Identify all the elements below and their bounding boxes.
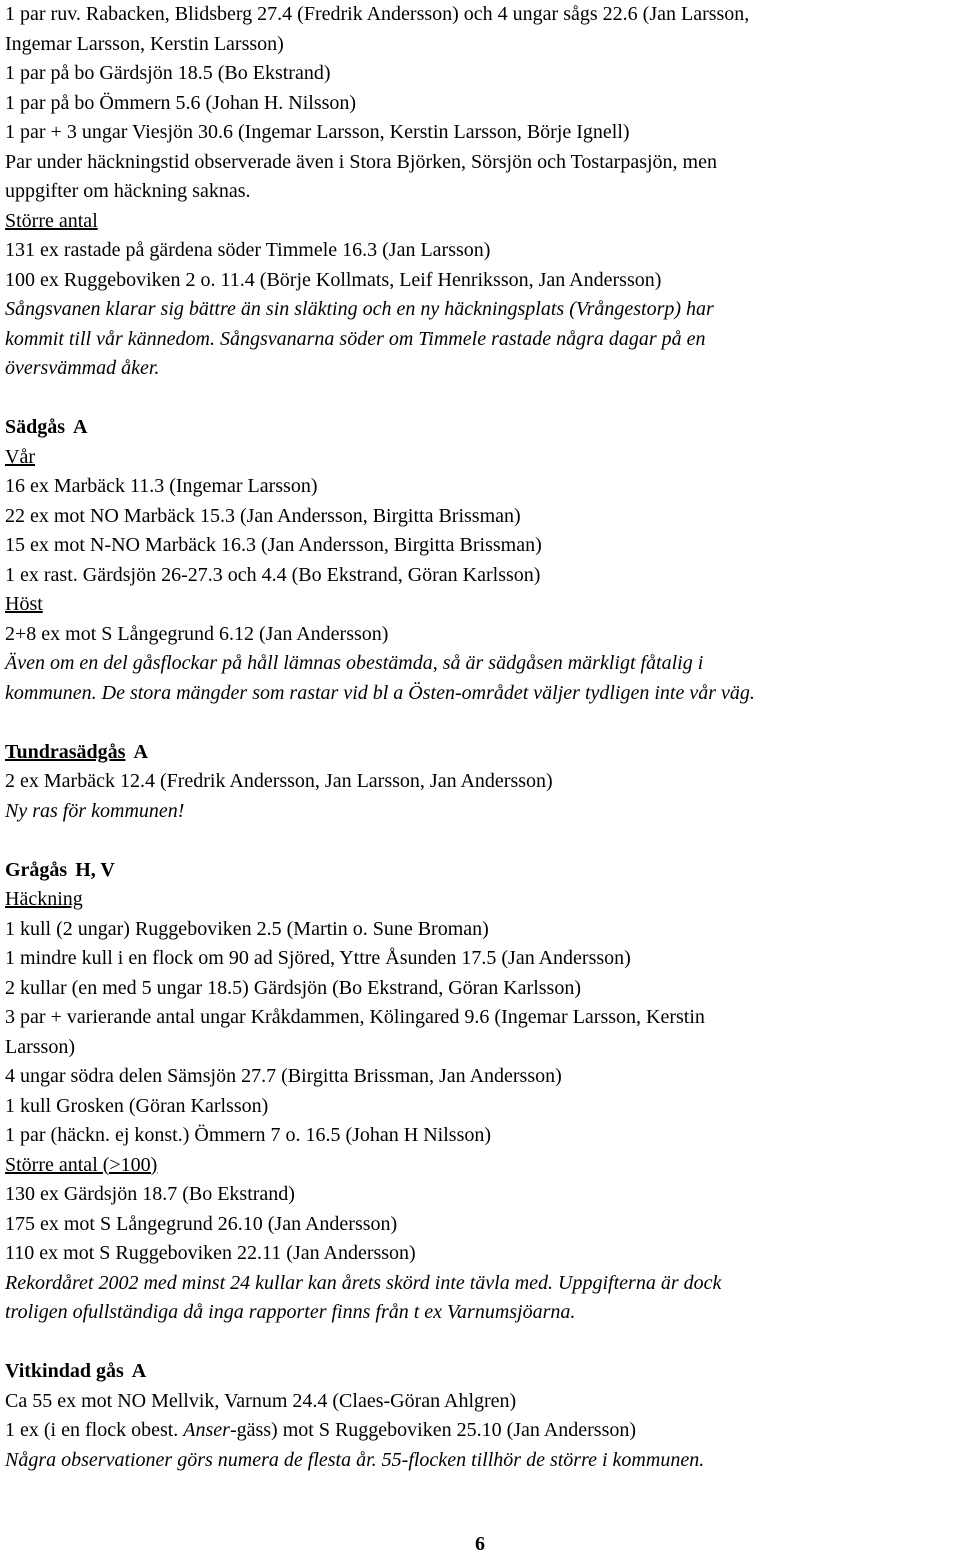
species-vitkindad-gas <box>5 1357 955 1475</box>
species-tundrasadgas <box>5 738 955 827</box>
text-line: 1 par på bo Gärdsjön 18.5 (Bo Ekstrand) <box>5 62 331 84</box>
species-name: Grågås <box>5 858 68 881</box>
observation-line: Larsson) <box>5 1035 75 1058</box>
comment-line: Ny ras för kommunen! <box>5 799 185 822</box>
subheading-hackning: Häckning <box>5 888 83 910</box>
subheading-host: Höst <box>5 593 43 615</box>
species-tag: A <box>131 1360 147 1382</box>
observation-line: 2 ex Marbäck 12.4 (Fredrik Andersson, Jan Larsson, Jan Andersson) <box>5 770 553 792</box>
text-line: uppgifter om häckning saknas. <box>5 180 251 202</box>
observation-line: 130 ex Gärdsjön 18.7 (Bo Ekstrand) <box>5 1183 295 1205</box>
spacer <box>5 1328 955 1358</box>
comment-line: kommit till vår kännedom. Sångsvanarna söder om Timmele rastade några dagar på en <box>5 327 706 350</box>
species-sadgas <box>5 413 955 708</box>
subheading-var: Vår <box>5 445 35 468</box>
observation-line: 131 ex rastade på gärdena söder Timmele 16.3 (Jan Larsson) <box>5 239 491 261</box>
comment-line: Sångsvanen klarar sig bättre än sin släkting och en ny häckningsplats (Vrångestorp) har <box>5 298 714 320</box>
comment-line: översvämmad åker. <box>5 357 160 379</box>
species-tag: A <box>133 740 148 763</box>
sangsvan-large-counts <box>5 207 955 384</box>
observation-line: 175 ex mot S Långegrund 26.10 (Jan Andersson) <box>5 1212 398 1235</box>
observation-line: 110 ex mot S Ruggeboviken 22.11 (Jan Andersson) <box>5 1242 416 1264</box>
observation-line: 1 par (häckn. ej konst.) Ömmern 7 o. 16.5 (Johan H Nilsson) <box>5 1124 492 1146</box>
observation-line: 2+8 ex mot S Långegrund 6.12 (Jan Andersson) <box>5 622 389 645</box>
species-gragas <box>5 856 955 1328</box>
text-line: 1 par ruv. Rabacken, Blidsberg 27.4 (Fredrik Andersson) och 4 ungar sågs 22.6 (Jan Larsson, <box>5 3 750 25</box>
species-heading <box>5 856 955 886</box>
observation-line: 1 kull (2 ungar) Ruggeboviken 2.5 (Martin o. Sune Broman) <box>5 917 489 940</box>
comment-line: Några observationer görs numera de flesta år. 55-flocken tillhör de större i kommunen. <box>5 1448 705 1471</box>
document-page <box>5 0 955 1475</box>
comment-line: troligen ofullständiga då inga rapporter finns från t ex Varnumsjöarna. <box>5 1301 576 1323</box>
observation-line <box>5 1416 955 1446</box>
subheading-storre-antal: Större antal (>100) <box>5 1153 158 1176</box>
text-line: 1 par på bo Ömmern 5.6 (Johan H. Nilsson) <box>5 91 357 114</box>
comment-line: Även om en del gåsflockar på håll lämnas obestämda, så är sädgåsen märkligt fåtalig i <box>5 652 704 674</box>
text-line: Ingemar Larsson, Kerstin Larsson) <box>5 32 284 55</box>
observation-line: 1 kull Grosken (Göran Karlsson) <box>5 1094 269 1117</box>
observation-line: Ca 55 ex mot NO Mellvik, Varnum 24.4 (Claes-Göran Ahlgren) <box>5 1389 517 1412</box>
spacer <box>5 826 955 856</box>
spacer <box>5 384 955 414</box>
species-heading <box>5 1357 955 1387</box>
species-name: Vitkindad gås <box>5 1360 124 1382</box>
intro-section <box>5 0 955 207</box>
species-heading <box>5 413 955 443</box>
comment-line: kommunen. De stora mängder som rastar vid bl a Östen-området väljer tydligen inte vår väg. <box>5 681 755 704</box>
species-heading <box>5 738 955 768</box>
observation-text: -gäss) mot S Ruggeboviken 25.10 (Jan Andersson) <box>229 1419 637 1441</box>
observation-line: 16 ex Marbäck 11.3 (Ingemar Larsson) <box>5 475 318 497</box>
species-tag: A <box>73 416 88 438</box>
genus-name: Anser <box>183 1419 230 1441</box>
observation-line: 1 ex rast. Gärdsjön 26-27.3 och 4.4 (Bo Ekstrand, Göran Karlsson) <box>5 563 541 586</box>
observation-line: 2 kullar (en med 5 ungar 18.5) Gärdsjön (Bo Ekstrand, Göran Karlsson) <box>5 976 581 999</box>
species-name: Sädgås <box>5 416 66 438</box>
text-line: 1 par + 3 ungar Viesjön 30.6 (Ingemar Larsson, Kerstin Larsson, Börje Ignell) <box>5 121 630 143</box>
observation-line: 4 ungar södra delen Sämsjön 27.7 (Birgitta Brissman, Jan Andersson) <box>5 1065 562 1087</box>
observation-line: 1 mindre kull i en flock om 90 ad Sjöred, Yttre Åsunden 17.5 (Jan Andersson) <box>5 947 631 969</box>
subheading-storre-antal: Större antal <box>5 209 98 232</box>
comment-line: Rekordåret 2002 med minst 24 kullar kan årets skörd inte tävla med. Uppgifterna är dock <box>5 1271 722 1294</box>
spacer <box>5 708 955 738</box>
page-number: 6 <box>475 1533 485 1555</box>
observation-line: 15 ex mot N-NO Marbäck 16.3 (Jan Andersson, Birgitta Brissman) <box>5 534 542 556</box>
text-line: Par under häckningstid observerade även i Stora Björken, Sörsjön och Tostarpasjön, men <box>5 150 717 173</box>
observation-line: 100 ex Ruggeboviken 2 o. 11.4 (Börje Kollmats, Leif Henriksson, Jan Andersson) <box>5 268 662 291</box>
observation-line: 22 ex mot NO Marbäck 15.3 (Jan Andersson, Birgitta Brissman) <box>5 504 521 527</box>
observation-text: 1 ex (i en flock obest. <box>5 1419 184 1441</box>
species-name: Tundrasädgås <box>5 740 126 763</box>
observation-line: 3 par + varierande antal ungar Kråkdammen, Kölingared 9.6 (Ingemar Larsson, Kerstin <box>5 1006 705 1028</box>
species-tag: H, V <box>75 858 115 881</box>
